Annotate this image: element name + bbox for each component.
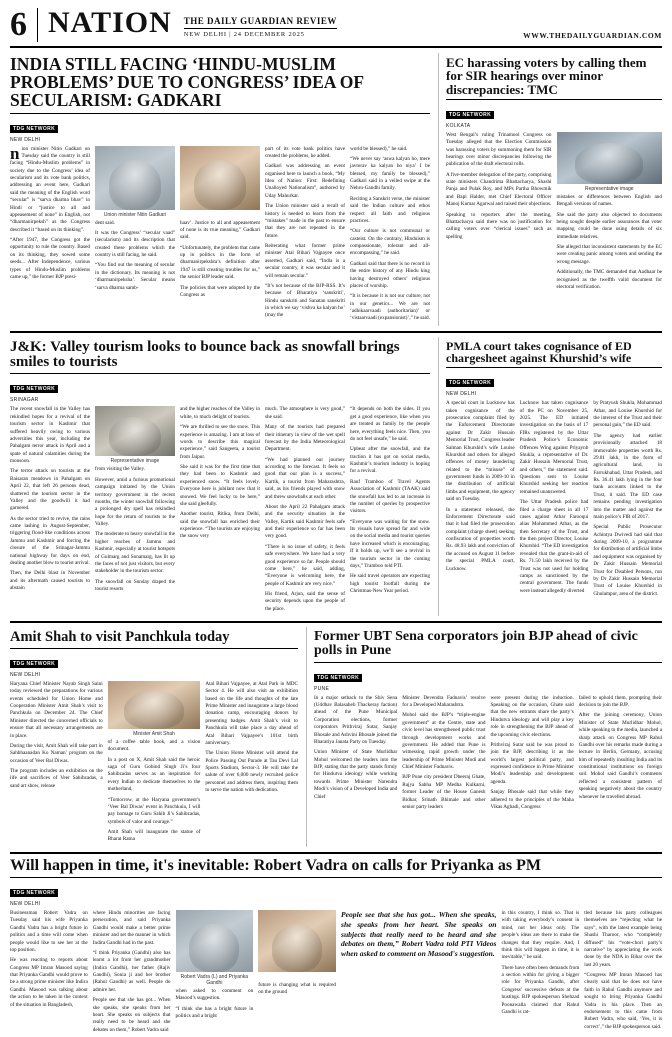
top-row [10,53,662,326]
paragraph: Speaking to reporters after the meeting, Bhattacharya said there was no justification for calling voters over “clerical issues” such as spelling [446,211,552,240]
pmla-story [438,337,662,616]
paragraph: West Bengal’s ruling Trinamool Congress on Tuesday alleged that the Election Commission was harassing voters by summoning them for SIR hearings over minor discrepancies following the publication of the draft electoral rolls. [446,131,552,168]
paragraph: Prithviraj Sutar said he was proud to join the BJP, describing it as the world’s largest political party, and expressed confidence in Prime Minister Modi’s leadership and development agenda. [490,741,574,785]
paragraph: when asked to comment on Masood’s suggestion. [175,988,254,1002]
paragraph: much. The atmosphere is very good,” she said. [265,406,345,420]
lead-column-3 [180,146,260,326]
paragraph: Mohol said the BJP’s “triple-engine government” at the Centre, state and civic level has strengthened public trust through development works and government. He added that Pune is witnessing rapid growth under the leadership of Prime Minister Modi and Chief Minister Fadnavis. [402,712,486,771]
vadra-column-4 [258,910,336,1037]
vadra-column-3 [176,910,254,1037]
paragraph: She said it was for the first time that they had been to Kashmir and experienced snow. “It feels lovely. Everyone here is jubilant now that it snowed. We feel lucky to be here,” she said gleefully. [180,464,260,507]
amit-shah-story [10,627,298,847]
paragraph: “Congress MP Imran Masood has clearly said that he does not have faith in Rahul Gandhi anymore and sought to bring Priyanka Gandhi Vadra in his place. Then an endorsement to this came from Robert Vadra, who said, ‘Yes, it is correct’,” the BJP spokesperson said. [584,972,662,1030]
ec-story [438,53,662,326]
paragraph: “There is no issue of safety, it feels safe everywhere. We have had a very good experience so far. People should come here,” he said, adding, “Everyone is welcoming here, the people of Kashmir are very nice.” [265,543,345,587]
paragraph: The policies that were adopted by the Congress as [180,284,260,298]
paragraph: The Union minister said a recall of history is needed to learn from the “mistakes” made in the past to ensure that they are not repeated in the future. [265,203,345,239]
pmla-byline: NEW DELHI [446,391,477,398]
paragraph: future is changing what is required on the ground [258,982,336,996]
ubt-column-3 [491,695,574,815]
paragraph: “It’s not because of the BJP-RSS. It’s because of Bharatiya ‘sanskriti’, Hindu sanskriti and Sanatan sanskriti in which we say ‘vishva ka kalyan ho’ (may the [265,282,345,319]
paragraph: world be blessed),” he said. [350,145,408,152]
paper-name: THE DAILY GUARDIAN REVIEW [184,16,337,29]
amit-photo-caption: Minister Amit Shah [133,730,175,737]
paragraph: tled because his party colleagues themselves are “rejecting what he says”, with the latest example being Shashi Tharoor, who “completely diffused” his “vote-chori party’s narrative” by appreciating the work done by the NDA in Bihar over the last 20 years. [584,910,662,968]
lead-photo [95,146,175,210]
paragraph: Minister Devendra Fadnavis’ resolve for a Developed Maharashtra. [402,694,486,709]
vadra-byline: NEW DELHI [10,901,41,908]
pmla-kicker: TDG NETWORK [446,379,494,387]
paragraph: BJP Pune city president Dheeraj Ghate, Rajya Sabha MP Medha Kulkarni, former Leader of the House Ganesh Bidkar, Srinath Bhimale and other senior party leaders [402,774,486,810]
paragraph: The recent snowfall in the Valley has rekindled hopes for a revival of the tourism sector in Kashmir that suffered heavily owing to various adversities this year, including the Pahalgam terror attack in April and a spate of natural calamities during the monsoon. [10,406,90,464]
ec-photo [557,132,663,184]
jk-kicker: TDG NETWORK [10,385,58,393]
vadra-photo-caption: Robert Vadra (L) and Priyanka Gandhi [180,974,249,987]
paragraph: Haryana Chief Minister Nayab Singh Saini today reviewed the preparations for various events scheduled for Union Home and Cooperation Minister Amit Shah’s visit to Panchkula on December 24. The Chief Minister directed the concerned officials to ensure that all necessary arrangements are in place. [10,680,103,739]
paragraph: dent said. [95,219,115,226]
website-url: WWW.THEDAILYGUARDIAN.COM [523,31,662,40]
paragraph: In a major setback to the Shiv Sena (Uddhav Balasaheb Thackeray faction) ahead of the Pune Municipal Corporation elections, former corporators Prithviraj Sutar, Sanjay Bhosale and Ashvini Bhosale joined the Bharatiya Janata Party on Tuesday. [314,694,398,745]
paragraph: The terror attack on tourists at the Baisaran meadows in Pahalgam on April 22, that left 26 persons dead, shattered the tourism sector in the Valley and the goodwill it had garnered. [10,468,90,512]
paragraph: It was the Congress’ “secular vaad” (secularism) and its description that created these problems which the country is still facing, he said. [95,229,175,259]
lead-column-1 [10,143,90,326]
paragraph: haav’. Justice to all and appeasement of none is its true meaning,” Gadkari said. [180,219,260,241]
vadra-column-6 [584,910,662,1037]
paragraph: “Our culture is not communal or casteist. On the contrary, Hinduism is compassionate, tolerant and all-encompassing,” he said. [350,228,430,257]
jk-column-1 [10,406,90,616]
paragraph: Special Public Prosecutor Achintya Dwivedi had said that during 2009-10, a programme for distribution of artificial limbs and equipment was organised by Dr Zakir Hussain Memorial Trust for Disabled Persons, run by Dr Zakir Hussain Memorial Trust of Louise Khurshid in Ghulampur, area of the district. [593,524,663,597]
amit-column-2 [108,681,201,847]
paragraph: “It depends on both the sides. If you get a good experience, like when you are treated as family by the people here, everything feels nice. Then, you do not feel unsafe,” he said. [350,406,430,442]
lead-kicker: TDG NETWORK [10,125,58,133]
lead-column-5 [350,146,430,326]
paragraph: He was reacting to reports about Congress MP Imran Masood saying that Priyanka Gandhi would prove to be a strong prime minister like Indira Gandhi. Masood was talking about the action to be taken in the context of the situation in Bangladesh, [10,957,88,1008]
ubt-kicker: TDG NETWORK [314,674,362,682]
jk-byline: SRINAGAR [10,397,39,404]
paragraph: Another tourist, Ritika, from Delhi, said the snowfall has enriched their experience. “The tourists are enjoying the snow very [180,511,260,540]
masthead [10,8,662,48]
ubt-column-1 [314,695,397,815]
paragraph: Sanjay Bhosale said that while they adhered to the principles of the Maha Vikas Aghadi, Congress [490,789,574,810]
paragraph: Reiterating what former prime minister Atal Bihari Vajpayee once asserted, Gadkari said, “India is a secular country, it was secular and it will remain secular.” [265,243,345,279]
ubt-column-2 [402,695,485,815]
amit-headline: Amit Shah to visit Panchkula today [10,629,230,646]
paragraph: “I think she has a bright future in politics and a bright [175,1005,254,1020]
jk-column-5 [350,406,430,616]
ubt-byline: PUNE [314,685,330,692]
amit-photo [108,681,201,729]
paragraph: “You find out the meaning of secular in the dictionary. Its meaning is not ‘dharmanirpeksha’. Secular means ‘sarva dharma samb- [95,262,175,291]
ubt-headline: Former UBT Sena corporators join BJP ahead of civic polls in Pune [314,629,638,659]
paper-edition: NEW DELHI | 24 DECEMBER 2025 [183,31,305,38]
ubt-column-4 [579,695,662,815]
lead-column-2 [95,146,175,326]
lead-column-4 [265,146,345,326]
vadra-quote-column [341,910,497,1037]
jk-story [10,337,430,616]
vadra-headline: Will happen in time, it's inevitable: Robert Vadra on calls for Priyanka as PM [10,856,541,874]
vadra-photo-secondary [258,910,336,972]
ec-byline: KOLKATA [446,122,471,129]
paragraph: The moderate to heavy snowfall in the higher reaches of Jammu and Kashmir, especially at tourist hotspots of Gulmarg and Sonamarg, has lit up the faces of not just visitors, but every stakeholder in the tourism sector. [95,531,175,575]
ubt-story [306,627,662,847]
vadra-photo [176,910,254,972]
ec-kicker: TDG NETWORK [446,111,494,119]
jk-column-3 [180,406,260,616]
third-row [10,627,662,847]
paragraph: were present during the induction. Speaking on the occasion, Ghate said that the new entrants share the party’s Hindutva ideology and will play a key role in strengthening the BJP ahead of the upcoming civic elections. [490,694,574,738]
amit-kicker: TDG NETWORK [10,660,58,668]
paragraph: “We had planned our journey according to the forecast. It feels so good that our plan is a success,” Kartik, a tourist from Maharashtra, said, as his friends played with snow and threw snowballs at each other. [265,456,345,500]
paragraph: A five-member delegation of the party, comprising state ministers Chandrima Bhattacharya, Shashi Panja and Pulak Roy, and MPs Partha Bhowmik and Bapi Halder, met Chief Electoral Officer Manoj Kumar Agarwal and raised their objections. [446,171,552,208]
paragraph: mistakes or differences between English and Bengali versions of names. [556,193,662,208]
ec-column-1 [446,132,552,295]
paragraph: He said travel operators are expecting high tourist footfall during the Christmas-New Year period. [350,573,430,594]
paragraph: She alleged that inconsistent statements by the EC were creating panic among voters and sending the wrong message. [556,244,662,265]
pull-quote: People see that she has got... When she speaks, she speaks from her heart. She speaks on subjects that really need to be heard and she debates on them,” Robert Vadra told PTI Videos when asked to comment on Masood's suggestion. [341,910,497,958]
paragraph: Rauf Tramboo of Travel Agents Association of Kashmir (TAAK) said the snowfall has led to an increase in the number of queries by prospective visitors. [350,478,430,515]
paragraph: Many of the tourists had prepared their itinerary in view of the wet spell forecast by the India Meteorological Department. [265,424,345,453]
vadra-kicker: TDG NETWORK [10,889,58,897]
vadra-column-2 [93,910,171,1037]
paragraph: “We are thrilled to see the snow. This experience is amazing. I am at loss of words to describe this magical experience,” said Sangeeta, a tourist from Jaipur. [180,424,260,460]
amit-column-1 [10,681,103,847]
paragraph: About the April 22 Pahalgam attack and the security situation in the Valley, Kartik said Kashmir feels safe and their experience so far has been very good. [265,503,345,540]
jk-photo-caption: Representative image [110,458,160,465]
paragraph: nion minister Nitin Gadkari on Tuesday said the country is still facing “Hindu-Muslim problems” in society due to the Congress’ idea of secularism and its vote bank politics, addressing an event here, Gadkari said the meaning of the English word “secular” is “sarva dharma bhav” in Hindi or “justice to all and appeasement of none” in English, not “dharmanirpeksh” as the Congress described it “based on its thinking”. [10,143,90,233]
paragraph: In a post on X, Amit Shah said the heroic saga of Guru Gobind Singh Ji’s four Sahibzadas serves as an inspiration for every Indian to dedicate themselves to the motherland, [107,756,201,793]
paragraph: During the visit, Amit Shah will take part in Sahbhaanadan Ko Naman’ program on the occasion of Veer Bal Diwas. [10,742,103,764]
paragraph: People see that she has got... When she speaks, she speaks from her heart. She speaks on subjects that really need to be heard and she debates on them,” Robert Vadra said [92,997,171,1033]
paragraph: “We never say ‘aswa kalyan ho, mere javtorav ka kalyan ho niya’ I be blessed, my family be blessed),” Gadkari said in a veiled swipe at the Nehru-Gandhi family. [350,155,430,192]
pmla-column-1 [446,400,515,601]
vadra-column-5 [502,910,580,1037]
paragraph: The program includes an exhibition on the life and sacrifices of Veer Sahibzadas, a sand art show, release [10,768,103,789]
lead-byline: NEW DELHI [10,136,41,143]
paragraph: The Union Home Minister will attend the Police Passing Out Parade at Tau Devi Lal Sports Stadium, Sector-3. He will take the salute of over 6,000 newly recruited police personnel and address them, inspiring them to serve the nation with dedication. [205,750,299,794]
paragraph: and the higher reaches of the Valley in white, to much delight of tourists. [180,406,260,420]
paragraph: There have often been demands from a section within for giving a bigger role for Priyanka Gandhi, after Congress’ successive defeats at the hustings. BJP spokesperson Shehzad Poonawalla claimed that Rahul Gandhi is rat- [501,964,580,1015]
masthead-center [172,8,523,38]
paragraph: of a coffee table book, and a vision document. [107,738,201,753]
paragraph: “It is because it is not our culture, not in our genetics... We are not ‘adhikaarvaadi (authoritarian)’ or ‘vistaarvaadi (expansionist)’,” he said. [350,293,430,322]
paragraph: “I think Priyanka (Gandhi) also has learnt a lot from her grandmother (Indira Gandhi), her father (Rajiv Gandhi), Sonia ji and her brother (Rahul Gandhi) as well. People do admire her. [92,949,171,993]
jk-column-4 [265,406,345,616]
second-row [10,337,662,616]
paragraph: After the joining ceremony, Union Minister of State Murlidhar Mohol, while speaking to the media, launched a sharp attack on Congress MP Rahul Gandhi over his remarks made during a lecture in Berlin, Germany, accusing him of repeatedly insulting India and its constitutional institutions on foreign soil. Mohol said Gandhi’s comments reflected a consistent pattern of speaking negatively about the country whenever he travelled abroad. [578,712,662,800]
pmla-column-2 [520,400,589,601]
paragraph: Then, the Delhi blast in November and its aftermath caused tourists to abstain [10,570,90,591]
paragraph: Gadkari said that there is no record in the entire history of any Hindu king having destroyed others’ religious places of worship. [350,260,430,289]
lead-photo-caption: Union minister Nitin Gadkari [103,211,167,218]
pmla-headline: PMLA court takes cognisance of ED chargesheet against Khurshid’s wife [446,338,632,366]
jk-headline: J&K: Valley tourism looks to bounce back as snowfall brings smiles to tourists [10,338,400,371]
paragraph: The Uttar Pradesh police had filed a charge sheet in all 17 cases against Athar Farooqui alias Mohammed Athar, as the then Secretary of the Trust, and the then project Director, Louise Khurshid. “The ED investigation revealed that the grant-in-aid of Rs. 71.50 lakh received by the Trust was not used for holding camps as sanctioned by the central government. The funds were instead allegedly diverted [519,499,589,594]
paragraph: by Pratyush Shukla, Mohammad Athar, and Louise Khurshid for the interest of the Trust and their personal gain,” the ED said. [593,400,663,429]
paragraph: Gadkari was addressing an event organised here to launch a book, “My Idea of Nation: First: Redefining Unalloyed Nationalism”, authored by Uday Mahurkar. [265,163,345,199]
paragraph: Lucknow has taken cognisance of the PC on November 25, 2025. The ED initiated investigation on the basis of 17 FIRs registered by the Uttar Pradesh Police’s Economic Offences Wing against Priyaynb Shukla, a representative of Dr. Zakir Hussain Memorial Trust, and others,” the statement said. Questions sent to Louise Khurshid seeking her reaction remained unanswered. [519,400,589,495]
ec-photo-caption: Representative image [584,185,634,192]
paragraph: She said the party also objected to documents being sought despite earlier assurances that voter mapping could be done using details of six immediate relatives. [556,211,662,240]
paragraph: Reciting a Sanskrit verse, the minister said the Indian culture and ethos respect all faith and religious practices. [350,195,430,224]
paragraph: Businessman Robert Vadra on Tuesday said his wife Priyanka Gandhi Vadra has a bright future in politics and a time will come when people would like to see her at the top position. [10,910,88,953]
paragraph: Union Minister of State Murlidhar Mohol welcomed the leaders into the BJP, stating that the party stands firmly for Hindutva ideology while working towards Prime Minister Narendra Modi’s vision of a Developed India and Chief [314,749,398,800]
jk-column-2 [95,406,175,616]
paragraph: “Unfortunately, the problem that came up in politics in the form of dharmanirpekshta’s definition after 1947 is still creating troubles for us,” the senior BJP leader said. [180,244,260,281]
vadra-column-1 [10,910,88,1037]
lead-story [10,53,430,326]
paragraph: failed to uphold them, prompting their decision to join the BJP. [578,694,662,709]
paragraph: Upbeat after the snowfall, and the traction it has got on social media, Kashmir’s tourism industry is hoping for a revival. [350,446,430,475]
vadra-story [10,858,662,1037]
paragraph: part of its vote bank politics have created the problems, he added. [265,145,345,159]
paragraph: Atal Bihari Vajpayee, at Atal Park in MDC Sector 4. He will also visit an exhibition based on the life and thoughts of the late Prime Minister and inaugurate a large blood donation camp, encouraging donors by presenting badges. Amit Shah’s visit to Panchkula will take place a day ahead of Atal Bihari Vajpayee’s 101st birth anniversary. [205,680,299,746]
paragraph: However, amid a furious promotional campaign initiated by the Union territory government in the recent months, the winter snowfall following a prolonged dry spell has rekindled hope for the return of tourists to the Valley. [95,476,175,527]
amit-byline: NEW DELHI [10,671,41,678]
paragraph: Amit Shah will inaugurate the statue of Bharat Ratna [107,829,201,843]
paragraph: In a statement released, the Enforcement Directorate said that it had filed the prosecution complaint (charge sheet) seeking confiscation of properties worth Rs. 48.93 lakh and conviction of the accused on August 11 before the special PMLA court, Lucknow. [446,506,515,572]
paragraph: in this country, I think so. That is with taking everybody’s consent in mind, not her ideas only. The people’s ideas are there to make the changes that they require. And, I think this will happen in time, it is inevitable,” he said. [501,910,580,961]
paragraph: His friend, Arjun, said the sense of security depends upon the people of the place. [265,591,345,612]
ec-column-2 [557,132,663,295]
amit-column-3 [205,681,298,847]
paragraph: The agency had earlier provisionally attached 18 immovable properties worth Rs. 29.81 lakh, in the form of agricultural land, in Farrukhabad, Uttar Pradesh, and Rs. 36.41 lakh lying in the four bank accounts linked to the Trust, it said. The ED case remains pending investigation into the matter and against the main police’s FIR of 2017. [593,432,663,520]
paragraph: A special court in Lucknow has taken cognisance of the prosecution complaint filed by the Enforcement Directorate against Dr Zakir Hussain Memorial Trust, Congress leader Salman Khurshid’s wife Louise Khurshid and others for alleged offences of money laundering related to the “misuse” of government funds in 2009-10 in the distribution of artificial limbs and equipment, the agency said on Tuesday. [446,400,515,503]
ec-headline: EC harassing voters by calling them for SIR hearings over minor discrepancies: TMC [446,55,647,97]
lead-photo-secondary [180,146,260,210]
paragraph: “After 1947, the Congress got the opportunity to rule the country. Based on its thinking, they sowed some seeds... After Independence, various types of Hindu-Muslim problems came up,” the former BJP presi- [10,237,90,280]
paragraph: Additionally, the TMC demanded that Aadhaar be recognised as the twelfth valid document for electoral verification. [556,269,662,290]
paragraph: The snowfall on Sunday draped the tourist resorts [95,578,175,592]
paragraph: As the sector tried to revive, the rains came lashing in August-September, triggering flood-like conditions across Jammu and Kashmir and forcing the closure of the Srinagar-Jammu national highway for days on end, dealing another blow to tourist arrival. [10,515,90,566]
paragraph: “Everyone was waiting for the snow. Its visuals have spread far and wide on the social media and tourist queries have increased which is encouraging. If it holds up, we’ll see a revival in the tourism sector in the coming days,” Tramboo told PTI. [350,518,430,569]
pmla-column-3 [593,400,662,601]
section-title: NATION [48,6,172,39]
paragraph: where Hindu minorities are facing persecution, and said Priyanka Gandhi would make a better prime minister and set the manner in which Indira Gandhi had in the past. [92,910,171,946]
paragraph: from visiting the Valley. [95,466,145,473]
paragraph: “Tomorrow, at the Haryana government’s ‘Veer Bal Diwas’ event in Panchkula, I will pay homage to Guru Sahib Ji’s Sahibzadas, symbols of valor and courage.” [107,796,201,825]
jk-photo [95,406,175,456]
lead-headline: INDIA STILL FACING ‘HINDU-MUSLIM PROBLEMS’ DUE TO CONGRESS’ IDEA OF SECULARISM: GADKARI [10,54,364,110]
page-number: 6 [10,8,38,42]
